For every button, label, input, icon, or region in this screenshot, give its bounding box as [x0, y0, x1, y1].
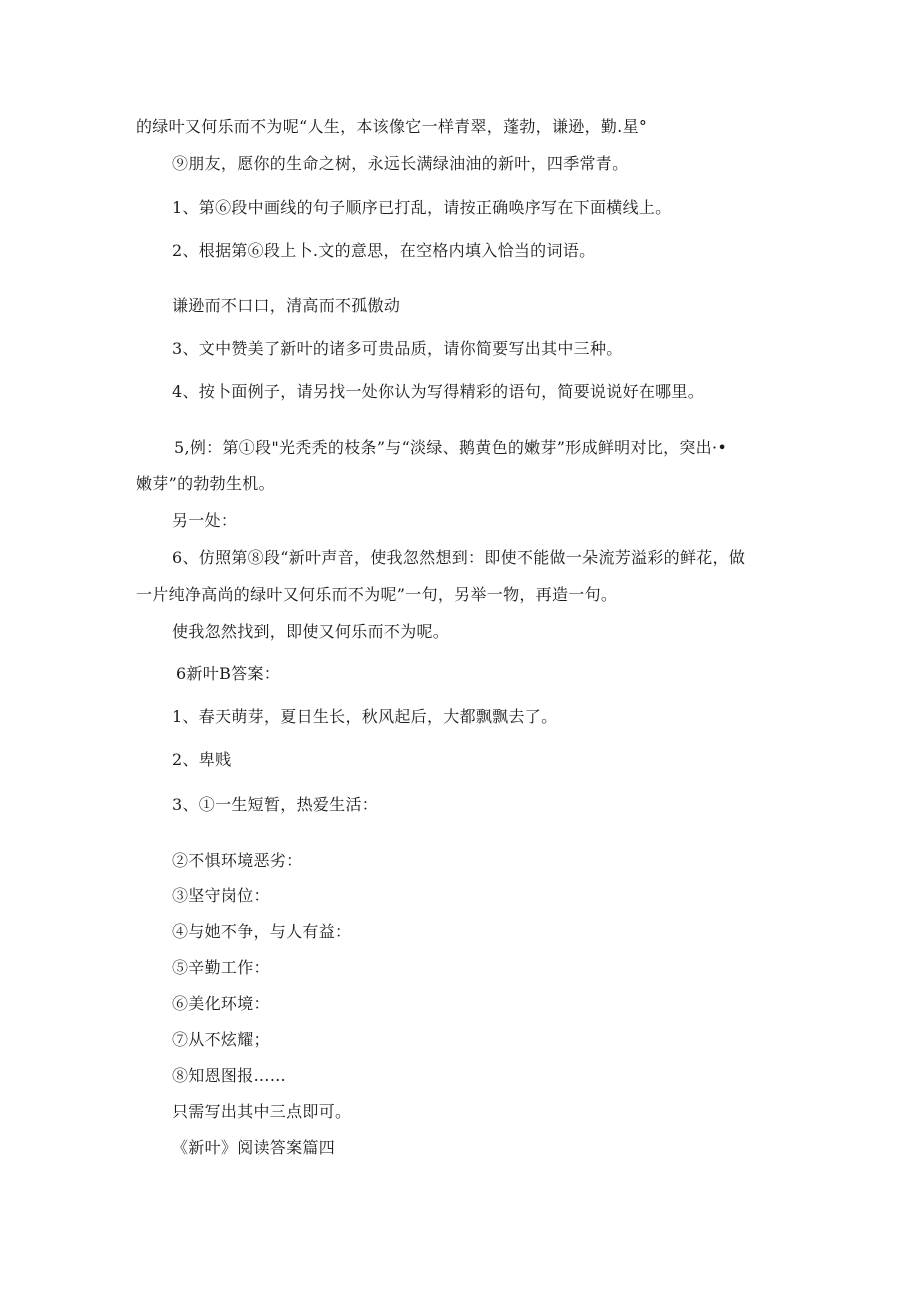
answer-item: ⑧知恩图报……	[172, 1066, 287, 1085]
text-line: 另一处：	[172, 511, 238, 530]
question-5: 5,例：第①段"光秃秃的枝条”与“淡绿、鹅黄色的嫩芽”形成鲜明对比，突出·•	[174, 438, 728, 457]
text-line: 只需写出其中三点即可。	[172, 1102, 352, 1121]
text-line: ⑨朋友，愿你的生命之树，永远长满绿油油的新叶，四季常青。	[172, 154, 629, 173]
question-2: 2、根据第⑥段上卜.文的意思，在空格内填入恰当的词语。	[172, 241, 596, 260]
question-4: 4、按卜面例子，请另找一处你认为写得精彩的语句，简要说说好在哪里。	[172, 382, 705, 401]
question-1: 1、第⑥段中画线的句子顺序已打乱，请按正确唤序写在下面横线上。	[172, 198, 672, 217]
text-line: 使我忽然找到，即使又何乐而不为呢。	[172, 622, 450, 641]
text-line: 谦逊而不口口，清高而不孤傲动	[172, 296, 401, 315]
answer-item: ⑦从不炫耀；	[172, 1030, 270, 1049]
answer-item: ⑥美化环境：	[172, 994, 270, 1013]
text-line: 嫩芽”的勃勃生机。	[136, 474, 275, 493]
answer-item: ③坚守岗位：	[172, 886, 270, 905]
answer-item: ⑤辛勤工作：	[172, 958, 270, 977]
answer-item: ②不惧环境恶劣：	[172, 851, 303, 870]
text-line: 的绿叶又何乐而不为呢“人生，本该像它一样青翠，蓬勃，谦逊，勤.星°	[136, 117, 648, 136]
answer-item: ④与她不争，与人有益：	[172, 922, 352, 941]
question-6: 6、仿照第⑧段“新叶声音，使我忽然想到：即使不能做一朵流芳溢彩的鲜花，做	[172, 548, 746, 567]
section-heading: 《新叶》阅读答案篇四	[172, 1138, 336, 1157]
text-line: 一片纯净高尚的绿叶又何乐而不为呢”一句，另举一物，再造一句。	[136, 585, 618, 604]
answer-2: 2、卑贱	[172, 750, 232, 769]
answer-3: 3、①一生短暂，热爱生活：	[172, 795, 379, 814]
answer-heading: 6新叶B答案：	[176, 664, 281, 683]
question-3: 3、文中赞美了新叶的诸多可贵品质，请你简要写出其中三种。	[172, 339, 623, 358]
answer-1: 1、春天萌芽，夏日生长，秋风起后，大都飘飘去了。	[172, 707, 558, 726]
